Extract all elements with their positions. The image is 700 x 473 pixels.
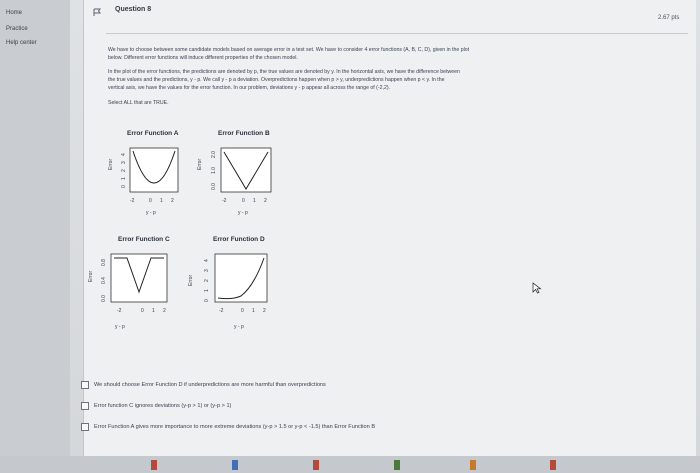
paragraph-line-3: vertical axis, we have the values for the error function. In our problem, deviations y - p appear all across the range of (-2,2).	[108, 85, 390, 91]
plot-a-ytick: 3	[121, 161, 127, 164]
option-2-label: Error function C ignores deviations (y-p > 1) or (y-p > 1)	[94, 403, 232, 409]
plot-d-xtick: 2	[263, 308, 266, 314]
plot-b	[195, 140, 285, 220]
taskbar-app-icon[interactable]	[232, 460, 238, 470]
checkbox[interactable]	[81, 402, 89, 410]
checkbox[interactable]	[81, 423, 89, 431]
taskbar-app-icon[interactable]	[394, 460, 400, 470]
plot-a-xtick: 1	[160, 198, 163, 204]
divider	[106, 33, 688, 34]
mouse-cursor-icon	[532, 282, 542, 294]
plot-d-xtick: -2	[219, 308, 224, 314]
plot-d-ytick: 1	[204, 289, 210, 292]
plot-c-frame	[111, 254, 167, 302]
plot-b-ytick: 2.0	[211, 151, 217, 158]
plot-d	[186, 246, 286, 336]
taskbar-app-icon[interactable]	[550, 460, 556, 470]
plot-b-ytick: 0.0	[211, 183, 217, 190]
paragraph-line-2: the true values and the predictions, y - p. We call y - p a deviation. Overpredictions happen when p > y, underpredictions happen when p < y. In the	[108, 77, 445, 83]
plot-a-xtick: 0	[149, 198, 152, 204]
flag-icon[interactable]	[93, 8, 102, 19]
plot-d-ytick: 4	[204, 259, 210, 262]
plot-d-ylabel: Error	[188, 274, 194, 286]
plot-b-title: Error Function B	[218, 130, 270, 137]
plot-c-xtick: 2	[163, 308, 166, 314]
plot-d-ytick: 3	[204, 269, 210, 272]
plot-d-ytick: 2	[204, 279, 210, 282]
plot-b-xtick: -2	[222, 198, 227, 204]
plot-a	[108, 140, 198, 220]
paragraph-line-1: In the plot of the error functions, the predictions are denoted by p, the true values are denoted by y. In the horizontal axis, we have the difference between	[108, 69, 460, 75]
plot-a-frame	[130, 148, 178, 192]
course-sidebar	[0, 0, 70, 473]
plot-b-xlabel: y - p	[238, 210, 248, 216]
taskbar	[0, 456, 700, 473]
plot-a-xtick: 2	[171, 198, 174, 204]
plot-d-xlabel: y - p	[234, 324, 244, 330]
plot-a-xtick: -2	[130, 198, 135, 204]
sidebar-item-home[interactable]: Home	[6, 10, 23, 16]
option-1-label: We should choose Error Function D if underpredictions are more harmful than overpredictions	[94, 382, 326, 388]
sidebar-item-practice[interactable]: Practice	[6, 26, 28, 32]
plot-c	[86, 246, 186, 336]
plot-c-xtick: 1	[152, 308, 155, 314]
plot-a-ytick: 0	[121, 185, 127, 188]
option-3-label: Error Function A gives more importance to more extreme deviations (y-p > 1.5 or y-p < -1.5) than Error Function B	[94, 424, 376, 430]
plot-c-ytick: 0.4	[101, 277, 107, 284]
intro-line-2: below. Different error functions will induce different properties of the chosen model.	[108, 55, 298, 61]
plot-c-ylabel: Error	[88, 270, 94, 282]
plot-b-ylabel: Error	[197, 158, 203, 170]
plot-b-xtick: 0	[242, 198, 245, 204]
plot-b-xtick: 2	[264, 198, 267, 204]
plot-a-ylabel: Error	[108, 158, 114, 170]
checkbox[interactable]	[81, 381, 89, 389]
points-label: 2.67 pts	[658, 15, 680, 21]
plot-c-title: Error Function C	[118, 236, 170, 243]
plot-a-ytick: 2	[121, 169, 127, 172]
instruction-text: Select ALL that are TRUE.	[108, 100, 169, 106]
plot-a-ytick: 1	[121, 177, 127, 180]
plot-c-xlabel: y - p	[115, 324, 125, 330]
plot-d-frame	[215, 254, 267, 302]
plot-d-xtick: 0	[241, 308, 244, 314]
question-title: Question 8	[115, 6, 152, 13]
intro-line-1: We have to choose between some candidate models based on average error in a test set. We have to consider 4 error functions (A, B, C, D), given in the plot	[108, 47, 470, 53]
taskbar-app-icon[interactable]	[151, 460, 157, 470]
option-2[interactable]	[81, 402, 231, 410]
taskbar-app-icon[interactable]	[470, 460, 476, 470]
plot-c-ytick: 0.0	[101, 295, 107, 302]
plot-c-xtick: -2	[117, 308, 122, 314]
plot-a-ytick: 4	[121, 153, 127, 156]
option-1[interactable]	[81, 381, 326, 389]
sidebar-item-help[interactable]: Help center	[6, 40, 37, 46]
plot-d-title: Error Function D	[213, 236, 265, 243]
plot-a-title: Error Function A	[127, 130, 179, 137]
plot-b-frame	[221, 148, 271, 192]
taskbar-app-icon[interactable]	[313, 460, 319, 470]
plot-d-xtick: 1	[252, 308, 255, 314]
plot-b-xtick: 1	[253, 198, 256, 204]
plot-b-ytick: 1.0	[211, 167, 217, 174]
plot-c-xtick: 0	[141, 308, 144, 314]
plot-c-ytick: 0.8	[101, 259, 107, 266]
plot-a-xlabel: y - p	[146, 210, 156, 216]
option-3[interactable]	[81, 423, 375, 431]
plot-d-ytick: 0	[204, 299, 210, 302]
